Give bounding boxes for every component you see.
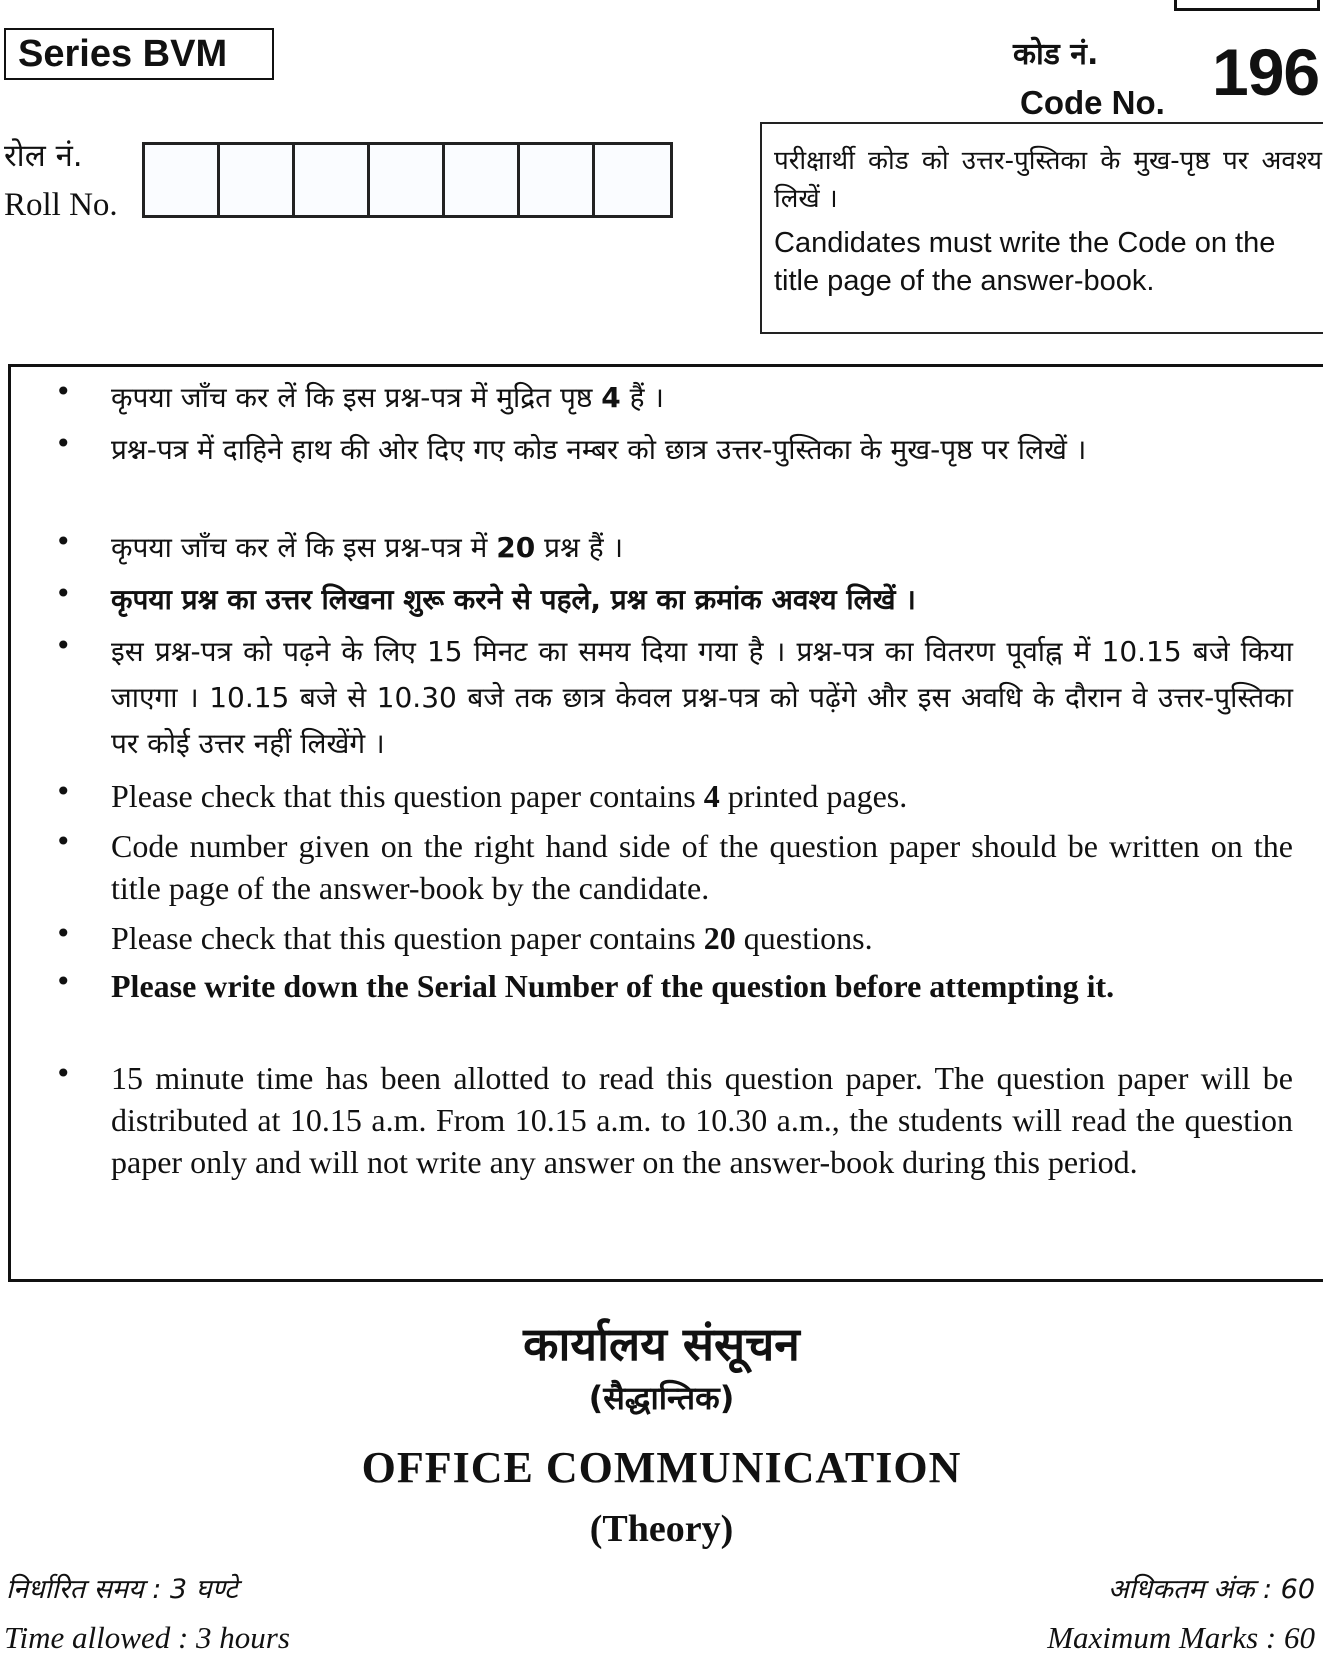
- bullet-icon: •: [55, 629, 72, 662]
- page-count: 4: [703, 778, 720, 814]
- question-count: 20: [703, 920, 736, 956]
- instruction-text: 15 minute time has been allotted to read this question paper. The question paper will be distributed at 10.15 a.m. From 10.15 a.m. to 10.30 a.m., the students will read the question paper only and will not write any answer on the answer-book during this period.: [111, 1060, 1293, 1180]
- code-number: 196: [1212, 35, 1320, 109]
- roll-label-english: Roll No.: [4, 187, 118, 223]
- instruction-text: Please write down the Serial Number of the question before attempting it.: [111, 968, 1115, 1004]
- bullet-icon: •: [55, 427, 72, 460]
- code-notice-english: Candidates must write the Code on the title page of the answer-book.: [774, 227, 1276, 297]
- instructions-box: [8, 364, 1323, 1282]
- instruction-text: कृपया जाँच कर लें कि इस प्रश्न-पत्र में 20 प्रश्न हैं ।: [111, 531, 624, 564]
- code-notice-hindi: परीक्षार्थी कोड को उत्तर-पुस्तिका के मुख-पृष्ठ पर अवश्य लिखें ।: [774, 146, 1322, 214]
- bullet-icon: •: [55, 1057, 72, 1090]
- maximum-marks-hindi: अधिकतम अंक : 60: [1107, 1574, 1315, 1605]
- roll-number-cell-7[interactable]: [595, 145, 670, 215]
- roll-number-cell-6[interactable]: [520, 145, 595, 215]
- corner-box: [1174, 0, 1320, 11]
- page-count: 4: [601, 381, 621, 414]
- subject-subtitle-english: (Theory): [589, 1508, 734, 1550]
- maximum-marks-english: Maximum Marks : 60: [1047, 1620, 1315, 1655]
- bullet-icon: •: [55, 965, 72, 998]
- code-notice-box: [760, 122, 1323, 334]
- bullet-icon: •: [55, 577, 72, 610]
- bullet-icon: •: [55, 825, 72, 858]
- subject-title-english: OFFICE COMMUNICATION: [361, 1443, 962, 1492]
- roll-number-cell-5[interactable]: [445, 145, 520, 215]
- roll-number-cell-4[interactable]: [370, 145, 445, 215]
- roll-label-hindi: रोल नं.: [4, 138, 83, 174]
- roll-number-cell-3[interactable]: [295, 145, 370, 215]
- roll-number-cell-1[interactable]: [145, 145, 220, 215]
- roll-number-cell-2[interactable]: [220, 145, 295, 215]
- time-allowed-english: Time allowed : 3 hours: [4, 1620, 290, 1655]
- bullet-icon: •: [55, 917, 72, 950]
- subject-title-hindi: कार्यालय संसूचन: [523, 1317, 800, 1371]
- instruction-text: कृपया जाँच कर लें कि इस प्रश्न-पत्र में मुद्रित पृष्ठ 4 हैं ।: [111, 381, 665, 414]
- code-label-hindi: कोड नं.: [1013, 37, 1099, 72]
- instruction-text: Code number given on the right hand side of the question paper should be written on the title page of the answer-book by the candidate.: [111, 828, 1293, 906]
- time-allowed-hindi: निर्धारित समय : 3 घण्टे: [6, 1574, 238, 1605]
- instruction-text: कृपया प्रश्न का उत्तर लिखना शुरू करने से पहले, प्रश्न का क्रमांक अवश्य लिखें ।: [111, 583, 916, 616]
- subject-subtitle-hindi: (सैद्धान्तिक): [588, 1379, 735, 1417]
- bullet-icon: •: [55, 775, 72, 808]
- question-count: 20: [496, 531, 536, 564]
- roll-number-boxes: [142, 142, 673, 218]
- series-label: Series BVM: [4, 28, 274, 80]
- instruction-text: प्रश्न-पत्र में दाहिने हाथ की ओर दिए गए कोड नम्बर को छात्र उत्तर-पुस्तिका के मुख-पृष्ठ पर लिखें ।: [111, 433, 1087, 466]
- bullet-icon: •: [55, 375, 72, 408]
- instruction-text: इस प्रश्न-पत्र को पढ़ने के लिए 15 मिनट का समय दिया गया है । प्रश्न-पत्र का वितरण पूर्वाह्न में 10.15 बजे किया जाएगा । 10.15 बजे से 10.30 बजे तक छात्र केवल प्रश्न-पत्र को पढ़ेंगे और इस अवधि के दौरान वे उत्तर-पुस्तिका पर कोई उत्तर नहीं लिखेंगे ।: [111, 635, 1293, 760]
- instruction-text: Please check that this question paper contains 4 printed pages.: [111, 778, 908, 814]
- bullet-icon: •: [55, 525, 72, 558]
- instruction-text: Please check that this question paper contains 20 questions.: [111, 920, 873, 956]
- code-label-english: Code No.: [1020, 84, 1165, 121]
